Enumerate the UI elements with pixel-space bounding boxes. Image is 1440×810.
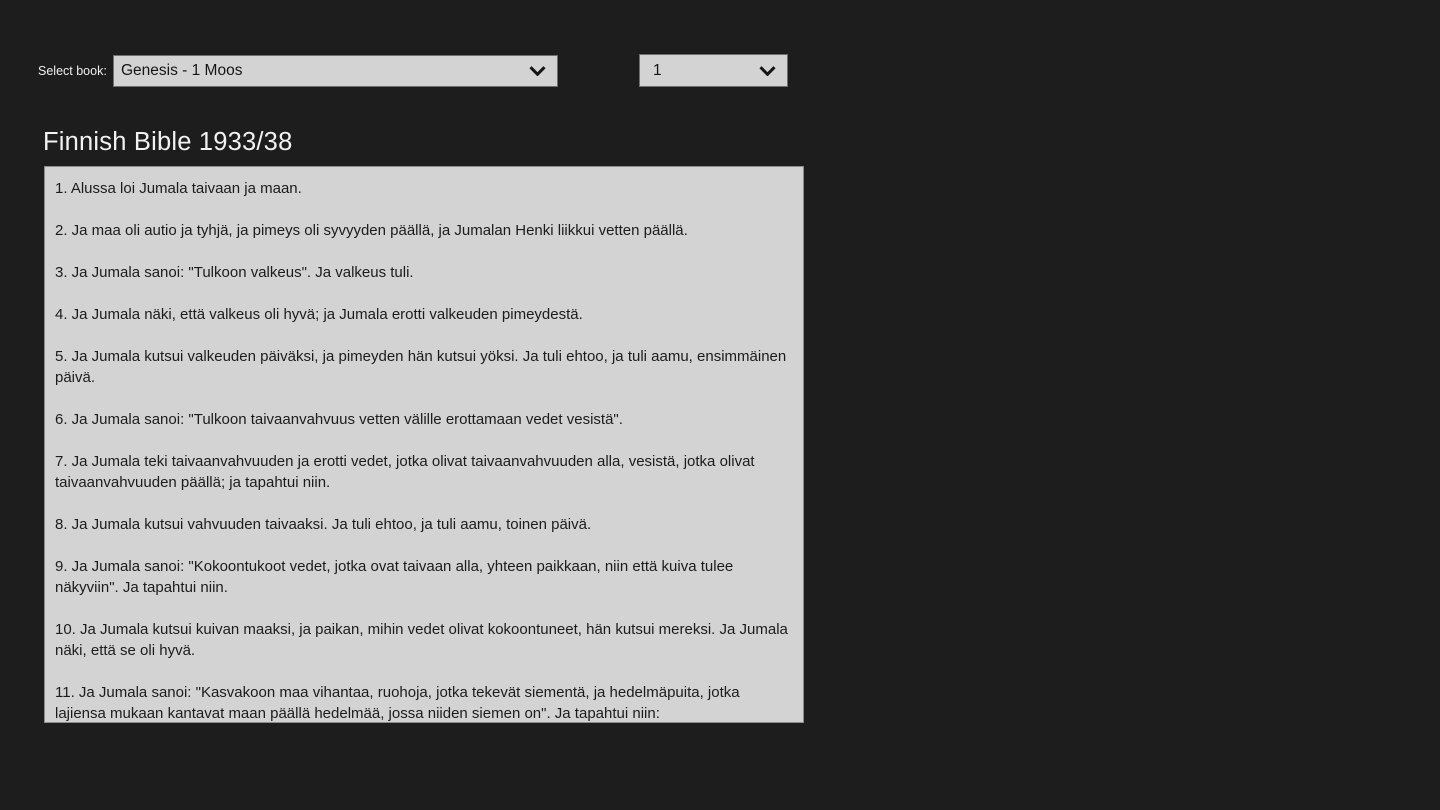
verse-paragraph: 2. Ja maa oli autio ja tyhjä, ja pimeys oli syvyyden päällä, ja Jumalan Henki liikkui vetten päällä.: [55, 222, 688, 239]
book-dropdown-value: Genesis - 1 Moos: [121, 62, 243, 79]
select-book-label: Select book:: [38, 64, 107, 78]
verse-paragraph: 1. Alussa loi Jumala taivaan ja maan.: [55, 180, 302, 197]
verse-paragraph: 6. Ja Jumala sanoi: "Tulkoon taivaanvahvuus vetten välille erottamaan vedet vesistä".: [55, 411, 623, 428]
verse-paragraph: 7. Ja Jumala teki taivaanvahvuuden ja erotti vedet, jotka olivat taivaanvahvuuden alla, vesistä, jotka olivat taivaanvahvuuden päällä; ja tapahtui niin.: [55, 453, 755, 491]
verse-paragraph: 5. Ja Jumala kutsui valkeuden päiväksi, ja pimeyden hän kutsui yöksi. Ja tuli ehtoo, ja tuli aamu, ensimmäinen päivä.: [55, 348, 787, 386]
book-dropdown[interactable]: [113, 55, 558, 87]
chevron-down-icon: [529, 66, 546, 76]
chevron-down-icon: [759, 66, 776, 76]
chapter-dropdown-value: 1: [653, 61, 662, 79]
verse-paragraph: 11. Ja Jumala sanoi: "Kasvakoon maa vihantaa, ruohoja, jotka tekevät siementä, ja hedelmäpuita, jotka lajiensa mukaan kantavat maan päällä hedelmää, jossa niiden siemen on". Ja tapahtui niin:: [55, 684, 740, 722]
verse-paragraph: 3. Ja Jumala sanoi: "Tulkoon valkeus". Ja valkeus tuli.: [55, 264, 414, 281]
page-title: Finnish Bible 1933/38: [43, 128, 293, 156]
verse-paragraph: 9. Ja Jumala sanoi: "Kokoontukoot vedet, jotka ovat taivaan alla, yhteen paikkaan, niin että kuiva tulee näkyviin". Ja tapahtui niin.: [55, 558, 734, 596]
verse-paragraph: 4. Ja Jumala näki, että valkeus oli hyvä; ja Jumala erotti valkeuden pimeydestä.: [55, 306, 583, 323]
verse-paragraph: 8. Ja Jumala kutsui vahvuuden taivaaksi. Ja tuli ehtoo, ja tuli aamu, toinen päivä.: [55, 516, 592, 533]
chapter-dropdown[interactable]: [639, 54, 788, 87]
verse-paragraph: 10. Ja Jumala kutsui kuivan maaksi, ja paikan, mihin vedet olivat kokoontuneet, hän kutsui mereksi. Ja Jumala näki, että se oli hyvä.: [55, 621, 788, 659]
verse-text-panel[interactable]: [44, 166, 804, 723]
